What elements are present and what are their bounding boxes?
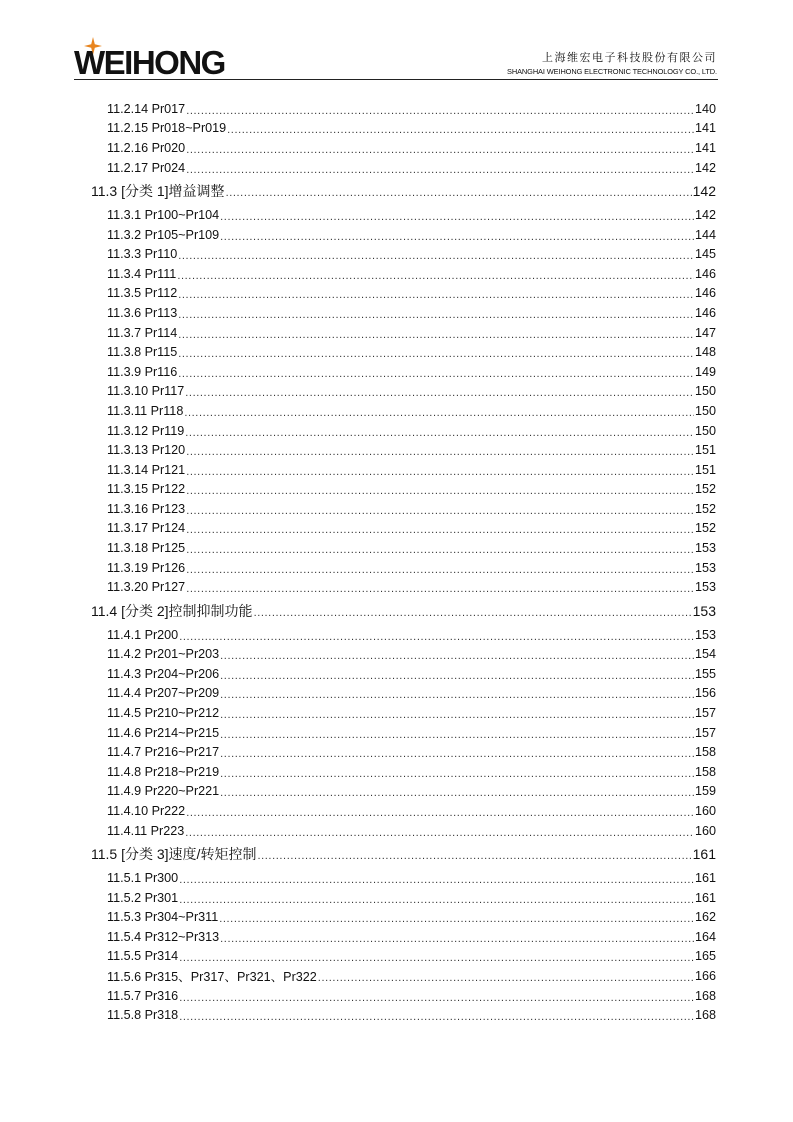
toc-title: 11.3.14 Pr121 [107, 462, 186, 477]
toc-entry-link[interactable] [107, 538, 716, 558]
toc-leader-dots [179, 874, 694, 886]
toc-page-number: 141 [694, 121, 716, 136]
toc-title: 11.3.10 Pr117 [107, 384, 185, 399]
toc-page-number: 157 [694, 725, 716, 740]
toc-leader-dots [227, 124, 694, 136]
toc-entry-link[interactable] [107, 947, 716, 967]
toc-entry-link[interactable] [107, 927, 716, 947]
toc-page-number: 155 [694, 666, 716, 681]
toc-leader-dots [220, 729, 694, 741]
toc-entry-link[interactable] [107, 684, 716, 704]
toc-page-number: 141 [694, 140, 716, 155]
toc-title: 11.4.11 Pr223 [107, 823, 185, 838]
toc-title: 11.4.4 Pr207~Pr209 [107, 686, 220, 701]
toc-entry-link[interactable] [107, 821, 716, 841]
toc-leader-dots [220, 709, 694, 721]
toc-title: 11.4.3 Pr204~Pr206 [107, 666, 220, 681]
toc-leader-dots [186, 807, 694, 819]
toc-page-number: 156 [694, 686, 716, 701]
toc-title: 11.3.6 Pr113 [107, 305, 178, 320]
toc-title: 11.3.13 Pr120 [107, 443, 186, 458]
toc-title: 11.3.5 Pr112 [107, 286, 178, 301]
toc-page-number: 164 [694, 929, 716, 944]
table-of-contents [0, 99, 793, 1025]
toc-page-number: 168 [694, 988, 716, 1003]
toc-title: 11.4.10 Pr222 [107, 803, 186, 818]
toc-title: 11.4.2 Pr201~Pr203 [107, 647, 220, 662]
toc-title: 11.3.12 Pr119 [107, 423, 185, 438]
toc-entry-link[interactable] [107, 907, 716, 927]
toc-entry-link[interactable] [107, 138, 716, 158]
toc-leader-dots [185, 387, 694, 399]
toc-page-number: 140 [694, 101, 716, 116]
toc-leader-dots [220, 231, 694, 243]
toc-page-number: 154 [694, 647, 716, 662]
toc-leader-dots [179, 952, 694, 964]
toc-entry-link[interactable] [107, 868, 716, 888]
toc-title: 11.5.8 Pr318 [107, 1008, 179, 1023]
toc-leader-dots [186, 524, 694, 536]
toc-leader-dots [220, 933, 694, 945]
toc-title: 11.5.7 Pr316 [107, 988, 179, 1003]
toc-page-number: 147 [694, 325, 716, 340]
toc-title: 11.4.7 Pr216~Pr217 [107, 745, 220, 760]
toc-page-number: 150 [694, 384, 716, 399]
toc-entry-link[interactable] [107, 244, 716, 264]
toc-page-number: 168 [694, 1008, 716, 1023]
toc-leader-dots [186, 446, 694, 458]
toc-page-number: 144 [694, 227, 716, 242]
toc-entry-link[interactable] [107, 264, 716, 284]
toc-entry-link[interactable] [107, 342, 716, 362]
toc-page-number: 158 [694, 745, 716, 760]
toc-title: 11.3.1 Pr100~Pr104 [107, 207, 220, 222]
toc-leader-dots [186, 466, 694, 478]
toc-leader-dots [226, 187, 692, 199]
toc-leader-dots [179, 631, 694, 643]
toc-page-number: 142 [694, 160, 716, 175]
toc-leader-dots [220, 768, 694, 780]
toc-page-number: 151 [694, 462, 716, 477]
toc-entry-link[interactable] [107, 782, 716, 802]
toc-page-number: 152 [694, 501, 716, 516]
toc-leader-dots [178, 348, 694, 360]
toc-leader-dots [186, 164, 694, 176]
toc-section-link[interactable] [91, 177, 716, 205]
toc-title: 11.3.4 Pr111 [107, 266, 177, 281]
company-name-cn: 上海维宏电子科技股份有限公司 [542, 51, 717, 64]
toc-leader-dots [186, 105, 694, 117]
toc-title: 11.4.1 Pr200 [107, 627, 179, 642]
toc-title: 11.2.15 Pr018~Pr019 [107, 121, 227, 136]
toc-title: 11.3.9 Pr116 [107, 364, 178, 379]
toc-entry-link[interactable] [107, 1005, 716, 1025]
toc-title: 11.3.18 Pr125 [107, 541, 186, 556]
toc-page-number: 142 [694, 207, 716, 222]
toc-title: 11.5.1 Pr300 [107, 870, 179, 885]
toc-entry-link[interactable] [107, 499, 716, 519]
toc-page-number: 161 [692, 846, 716, 863]
toc-leader-dots [220, 748, 694, 760]
toc-title: 11.3.11 Pr118 [107, 403, 184, 418]
toc-page-number: 150 [694, 403, 716, 418]
toc-page-number: 161 [694, 870, 716, 885]
toc-page-number: 150 [694, 423, 716, 438]
toc-entry-link[interactable] [107, 323, 716, 343]
toc-entry-link[interactable] [107, 801, 716, 821]
toc-leader-dots [220, 211, 694, 223]
toc-page-number: 159 [694, 784, 716, 799]
toc-entry-link[interactable] [107, 440, 716, 460]
toc-page-number: 160 [694, 803, 716, 818]
toc-title: 11.5.3 Pr304~Pr311 [107, 910, 219, 925]
toc-entry-link[interactable] [107, 401, 716, 421]
toc-entry-link[interactable] [107, 460, 716, 480]
toc-entry-link[interactable] [107, 205, 716, 225]
toc-leader-dots [254, 607, 692, 619]
toc-page-number: 151 [694, 443, 716, 458]
toc-page-number: 146 [694, 286, 716, 301]
toc-leader-dots [220, 670, 694, 682]
toc-leader-dots [178, 309, 694, 321]
toc-title: 11.3.19 Pr126 [107, 560, 186, 575]
toc-title: 11.4 [分类 2]控制抑制功能 [91, 602, 253, 619]
toc-page-number: 153 [692, 602, 716, 619]
toc-page-number: 146 [694, 266, 716, 281]
toc-leader-dots [186, 505, 694, 517]
toc-title: 11.4.6 Pr214~Pr215 [107, 725, 220, 740]
toc-page-number: 153 [694, 627, 716, 642]
toc-leader-dots [220, 650, 694, 662]
toc-page-number: 153 [694, 580, 716, 595]
toc-leader-dots [179, 894, 694, 906]
toc-leader-dots [318, 972, 694, 984]
toc-page-number: 158 [694, 764, 716, 779]
toc-title: 11.5.2 Pr301 [107, 890, 179, 905]
toc-title: 11.3.16 Pr123 [107, 501, 186, 516]
toc-page-number: 153 [694, 560, 716, 575]
toc-page-number: 142 [692, 183, 716, 200]
toc-leader-dots [179, 992, 694, 1004]
toc-title: 11.3.17 Pr124 [107, 521, 186, 536]
toc-leader-dots [185, 827, 694, 839]
company-name-en: SHANGHAI WEIHONG ELECTRONIC TECHNOLOGY CO., LTD. [507, 67, 717, 76]
toc-leader-dots [178, 250, 694, 262]
toc-title: 11.3 [分类 1]增益调整 [91, 183, 225, 200]
toc-title: 11.3.3 Pr110 [107, 247, 178, 262]
toc-leader-dots [178, 368, 694, 380]
toc-entry-link[interactable] [107, 479, 716, 499]
toc-leader-dots [179, 1011, 694, 1023]
toc-title: 11.4.9 Pr220~Pr221 [107, 784, 220, 799]
toc-title: 11.3.7 Pr114 [107, 325, 178, 340]
toc-leader-dots [184, 407, 694, 419]
toc-title: 11.4.8 Pr218~Pr219 [107, 764, 220, 779]
toc-entry-link[interactable] [107, 382, 716, 402]
toc-page-number: 161 [694, 890, 716, 905]
toc-entry-link[interactable] [107, 703, 716, 723]
toc-page-number: 148 [694, 345, 716, 360]
toc-page-number: 153 [694, 541, 716, 556]
toc-entry-link[interactable] [107, 742, 716, 762]
toc-entry-link[interactable] [107, 577, 716, 597]
toc-entry-link[interactable] [107, 723, 716, 743]
toc-title: 11.2.14 Pr017 [107, 101, 186, 116]
toc-page-number: 166 [694, 968, 716, 983]
toc-title: 11.3.2 Pr105~Pr109 [107, 227, 220, 242]
toc-title: 11.2.16 Pr020 [107, 140, 186, 155]
toc-title: 11.5.5 Pr314 [107, 949, 179, 964]
toc-page-number: 149 [694, 364, 716, 379]
toc-title: 11.5.4 Pr312~Pr313 [107, 929, 220, 944]
toc-entry-link[interactable] [107, 421, 716, 441]
toc-entry-link[interactable] [107, 362, 716, 382]
toc-title: 11.5.6 Pr315、Pr317、Pr321、Pr322 [107, 970, 317, 985]
toc-entry-link[interactable] [107, 888, 716, 908]
toc-entry-link[interactable] [107, 644, 716, 664]
toc-leader-dots [185, 427, 694, 439]
toc-entry-link[interactable] [107, 625, 716, 645]
toc-section-link[interactable] [91, 840, 716, 868]
toc-page-number: 152 [694, 482, 716, 497]
toc-leader-dots [219, 913, 694, 925]
toc-leader-dots [186, 564, 694, 576]
toc-title: 11.5 [分类 3]速度/转矩控制 [91, 846, 257, 863]
toc-title: 11.2.17 Pr024 [107, 160, 186, 175]
toc-entry-link[interactable] [107, 519, 716, 539]
toc-leader-dots [186, 583, 694, 595]
toc-entry-link[interactable] [107, 99, 716, 119]
toc-leader-dots [257, 850, 691, 862]
company-logo: WEIHONG [74, 44, 225, 81]
toc-entry-link[interactable] [107, 225, 716, 245]
toc-page-number: 146 [694, 305, 716, 320]
toc-leader-dots [186, 544, 694, 556]
toc-leader-dots [220, 689, 694, 701]
toc-leader-dots [220, 787, 694, 799]
toc-leader-dots [186, 485, 694, 497]
toc-entry-link[interactable] [107, 762, 716, 782]
header-divider [74, 79, 718, 80]
toc-entry-link[interactable] [107, 986, 716, 1006]
toc-leader-dots [177, 270, 694, 282]
toc-page-number: 165 [694, 949, 716, 964]
toc-title: 11.3.15 Pr122 [107, 482, 186, 497]
toc-title: 11.4.5 Pr210~Pr212 [107, 706, 220, 721]
toc-entry-link[interactable] [107, 664, 716, 684]
toc-section-link[interactable] [91, 597, 716, 625]
toc-page-number: 145 [694, 247, 716, 262]
toc-entry-link[interactable] [107, 558, 716, 578]
toc-leader-dots [186, 144, 694, 156]
toc-page-number: 160 [694, 823, 716, 838]
toc-leader-dots [178, 329, 694, 341]
toc-page-number: 157 [694, 706, 716, 721]
toc-page-number: 162 [694, 910, 716, 925]
toc-entry-link[interactable] [107, 284, 716, 304]
toc-title: 11.3.20 Pr127 [107, 580, 186, 595]
toc-entry-link[interactable] [107, 158, 716, 178]
toc-title: 11.3.8 Pr115 [107, 345, 178, 360]
toc-entry-link[interactable] [107, 966, 716, 986]
toc-entry-link[interactable] [107, 303, 716, 323]
toc-entry-link[interactable] [107, 119, 716, 139]
toc-leader-dots [178, 289, 694, 301]
toc-page-number: 152 [694, 521, 716, 536]
